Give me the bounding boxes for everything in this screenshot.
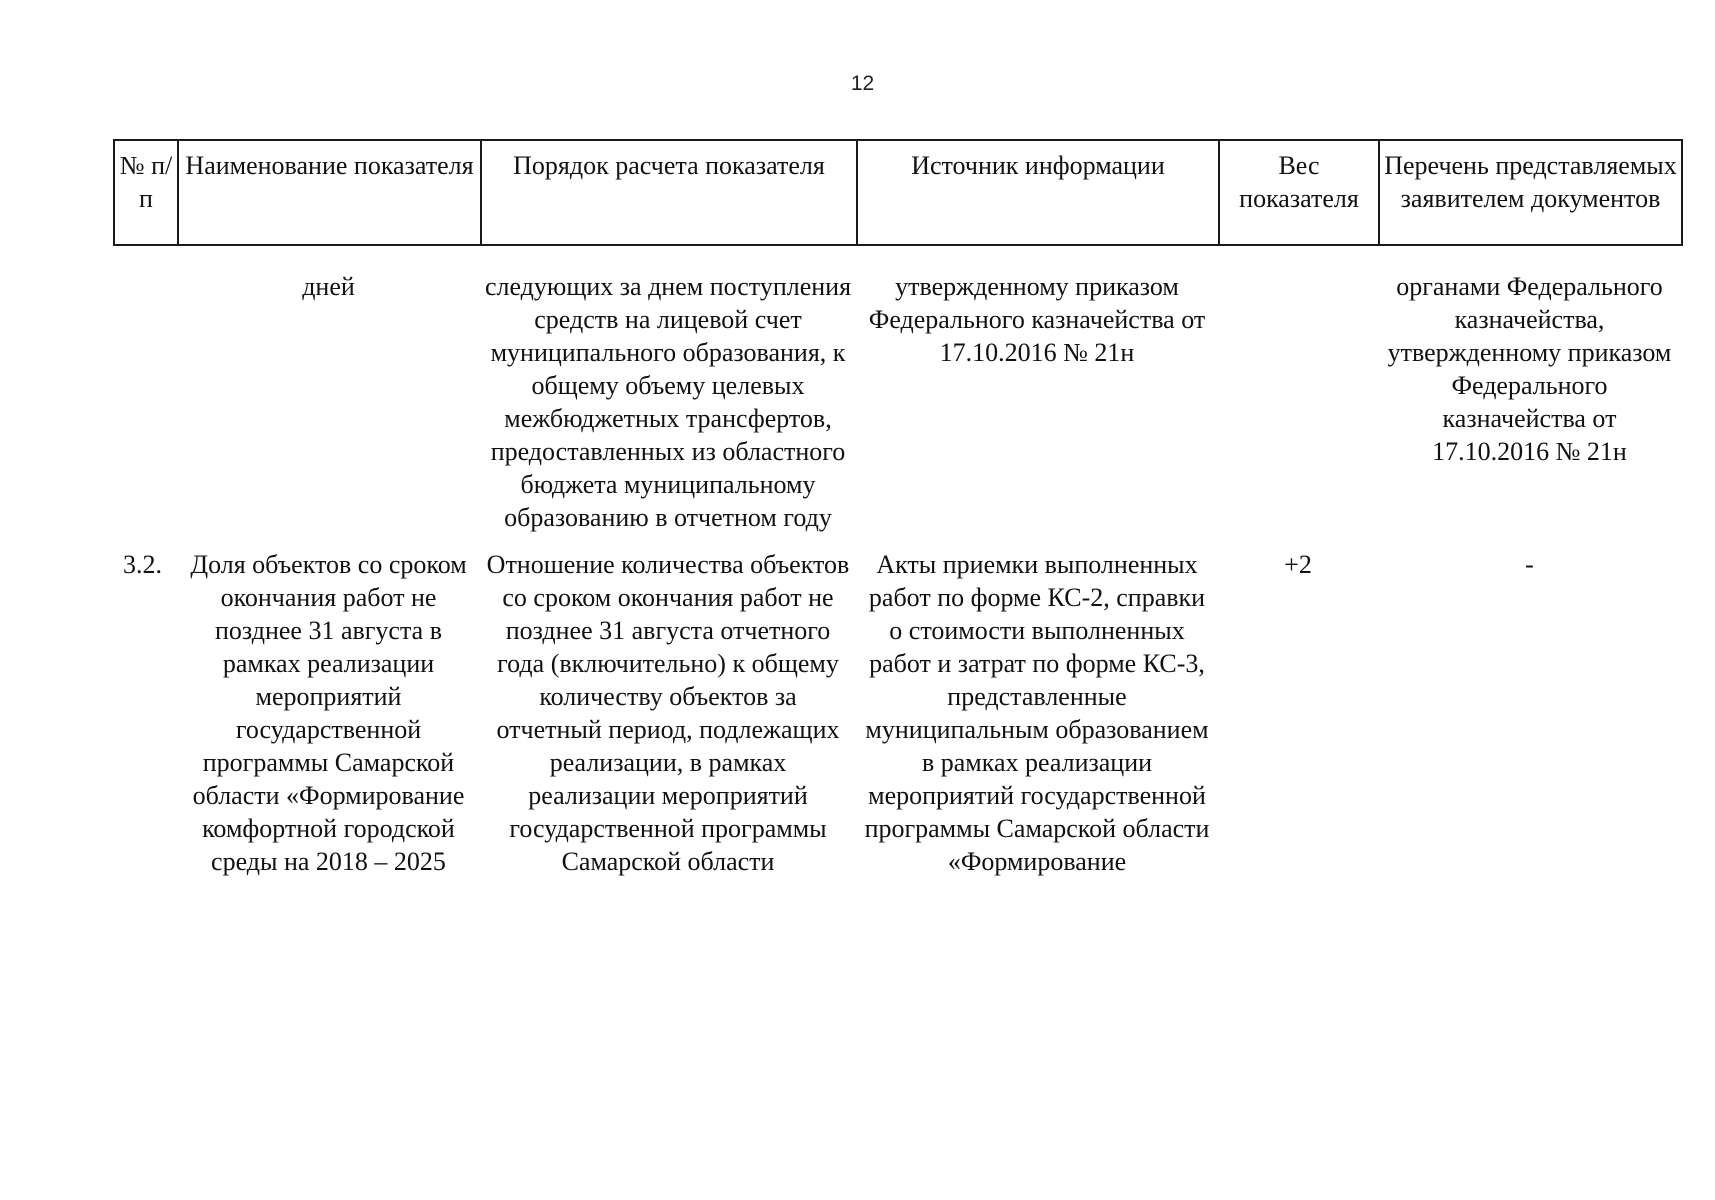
header-weight: Вес показателя — [1219, 140, 1379, 245]
row-indicator-name: дней — [302, 272, 355, 301]
table-body — [113, 270, 1681, 878]
row-number — [113, 270, 177, 548]
row-source: Акты приемки выполненных работ по форме КС-2, справки о стоимости выполненных работ и затрат по форме КС-3, представленные муниципальным образованием в рамках реализации мероприятий государственной программы Самарской области «Формирование — [864, 550, 1210, 876]
table-row — [113, 548, 1681, 878]
header-calculation: Порядок расчета показателя — [481, 140, 857, 245]
row-number: 3.2. — [123, 550, 162, 579]
header-number: № п/п — [114, 140, 178, 245]
row-source: утвержденному приказом Федерального казначейства от 17.10.2016 № 21н — [868, 272, 1206, 367]
header-source: Источник информации — [857, 140, 1219, 245]
row-weight — [1218, 270, 1378, 548]
table-row — [113, 270, 1681, 548]
row-calculation: следующих за днем поступления средств на лицевой счет муниципального образования, к общему объему целевых межбюджетных трансфертов, предоставленных из областного бюджета муниципальному образованию в отчетном году — [484, 272, 852, 532]
row-documents: - — [1525, 550, 1534, 579]
header-documents: Перечень представляемых заявителем документов — [1379, 140, 1682, 245]
header-indicator-name: Наименование показателя — [178, 140, 481, 245]
row-indicator-name: Доля объектов со сроком окончания работ не позднее 31 августа в рамках реализации мероприятий государственной программы Самарской области «Формирование комфортной городской среды на 2018 – 2025 — [190, 550, 467, 876]
table-header — [113, 139, 1683, 246]
page-number: 12 — [850, 72, 875, 95]
row-calculation: Отношение количества объектов со сроком окончания работ не позднее 31 августа отчетного года (включительно) к общему количеству объектов за отчетный период, подлежащих реализации, в рамках реализации мероприятий государственной программы Самарской области — [486, 550, 850, 876]
row-documents: органами Федерального казначейства, утвержденному приказом Федерального казначейства от 17.10.2016 № 21н — [1387, 272, 1672, 466]
header-row — [114, 140, 1682, 245]
row-weight: +2 — [1284, 550, 1312, 579]
